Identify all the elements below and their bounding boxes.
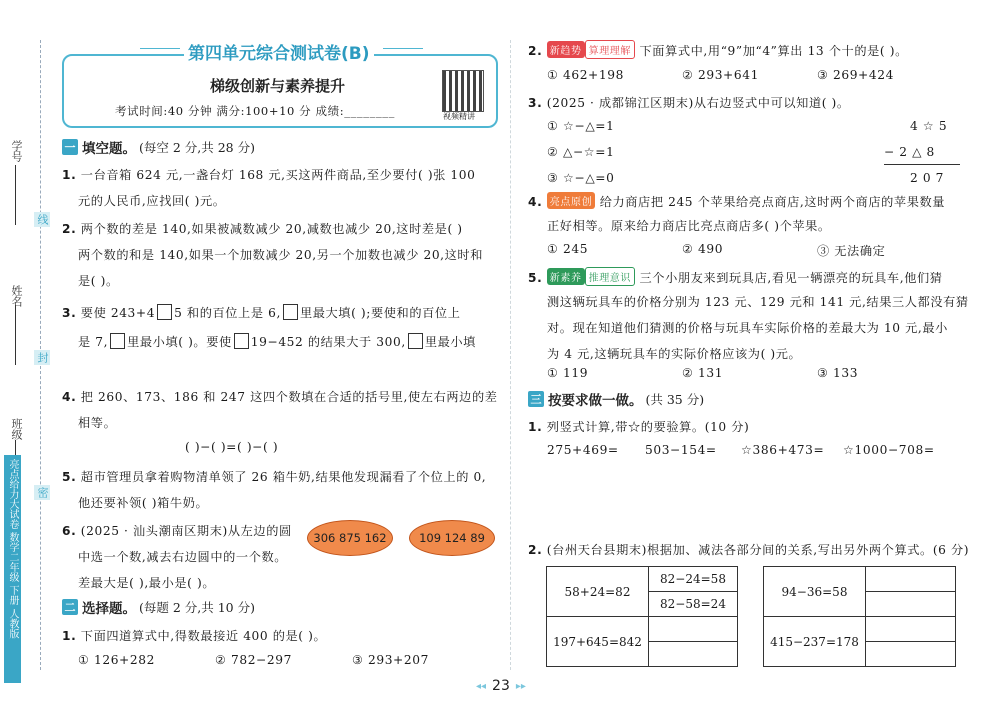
right-number-circle: 109 124 89	[409, 520, 495, 556]
header-ornament-left	[140, 48, 180, 49]
vertical-calc-row2: − 2 △ 8	[884, 145, 935, 159]
topic-tag: 算理理解	[585, 40, 635, 59]
qr-caption: 视频精讲	[443, 112, 475, 121]
table-cell: 94−36=58	[764, 567, 866, 617]
question-text: 是 7,	[78, 335, 109, 349]
answer-cell[interactable]	[866, 642, 956, 667]
question-1-6	[62, 522, 292, 539]
question-text: 给力商店把 245 个苹果给亮点商店,这时两个商店的苹果数量	[599, 195, 946, 209]
question-1-5	[62, 468, 486, 485]
question-number: 2.	[528, 543, 543, 557]
question-1-3-cont	[78, 333, 476, 350]
question-number: 3.	[62, 306, 77, 320]
table-cell: 82−58=24	[649, 592, 738, 617]
section-score: (每空 2 分,共 28 分)	[139, 140, 255, 155]
page-title: 第四单元综合测试卷(B)	[184, 39, 374, 64]
fold-mark-seal: 封	[36, 352, 49, 363]
question-text: 三个小朋友来到玩具店,看见一辆漂亮的玩具车,他们猜	[639, 271, 943, 285]
qr-code[interactable]	[442, 70, 484, 112]
option-c[interactable]: ③ 269+424	[817, 68, 894, 82]
question-2-4-cont: 正好相等。原来给力商店比亮点商店多( )个苹果。	[547, 219, 831, 233]
answer-cell[interactable]	[866, 567, 956, 592]
table-cell: 58+24=82	[547, 567, 649, 617]
question-text: 里最小填	[424, 335, 476, 349]
question-text: (台州天台县期末)根据加、减法各部分间的关系,写出另外两个算式。(6 分)	[546, 543, 970, 557]
calc-item-3: ☆386+473=	[741, 443, 825, 457]
column-divider	[510, 40, 511, 670]
fold-mark-tight: 密	[36, 487, 49, 498]
question-2-2	[528, 40, 908, 59]
page-footer	[476, 678, 526, 694]
question-1-2-cont2: 是( )。	[78, 274, 119, 288]
option-c[interactable]: ③ ☆−△=0	[547, 171, 615, 185]
option-a[interactable]: ① 462+198	[547, 68, 624, 82]
question-number: 1.	[528, 420, 543, 434]
option-b[interactable]: ② △−☆=1	[547, 145, 615, 159]
option-b[interactable]: ② 131	[682, 366, 724, 380]
question-text: 下面算式中,用“9”加“4”算出 13 个十的是( )。	[639, 44, 908, 58]
book-series-label: 亮点给力大试卷 数学二年级 下册 人教版	[4, 455, 21, 683]
vertical-calc-row3: 2 0 7	[910, 171, 945, 185]
question-3-1	[528, 418, 749, 435]
original-tag: 亮点原创	[547, 192, 595, 209]
question-text: 5 和的百位上是 6,	[174, 306, 281, 320]
section-fill-blank-header	[62, 138, 255, 156]
student-no-label: 学号	[10, 140, 23, 162]
question-text: 超市管理员拿着购物清单领了 26 箱牛奶,结果他发现漏看了个位上的 0,	[80, 470, 487, 484]
calc-item-2: 503−154=	[645, 443, 717, 457]
vertical-calc-row1: 4 ☆ 5	[910, 119, 948, 133]
question-text: (2025 · 汕头潮南区期末)从左边的圆	[80, 524, 292, 538]
option-a[interactable]: ① 245	[547, 242, 589, 256]
option-a[interactable]: ① 119	[547, 366, 589, 380]
question-2-5-cont2: 对。现在知道他们猜测的价格与玩具车实际价格的差最大为 10 元,最小	[547, 321, 948, 335]
prev-arrows-icon: ◂◂	[476, 680, 487, 692]
relation-table-2	[763, 566, 956, 667]
student-no-line	[15, 165, 16, 225]
question-2-4	[528, 192, 945, 210]
name-label: 姓名	[10, 285, 23, 307]
question-2-1	[62, 627, 326, 644]
table-cell: 197+645=842	[547, 617, 649, 667]
section-number: 三	[528, 391, 544, 407]
answer-box[interactable]	[408, 333, 423, 349]
question-1-1	[62, 166, 476, 183]
question-1-6-cont2: 差最大是( ),最小是( )。	[78, 576, 216, 590]
option-b[interactable]: ② 293+641	[682, 68, 759, 82]
option-a[interactable]: ① ☆−△=1	[547, 119, 615, 133]
answer-cell[interactable]	[649, 642, 738, 667]
question-1-1-cont: 元的人民币,应找回( )元。	[78, 194, 226, 208]
next-arrows-icon: ▸▸	[515, 680, 526, 692]
literacy-tag: 新素养	[547, 268, 585, 285]
section-title: 填空题。	[82, 141, 136, 157]
question-2-3	[528, 94, 850, 111]
question-1-2	[62, 220, 463, 237]
question-number: 1.	[62, 629, 77, 643]
answer-box[interactable]	[157, 304, 172, 320]
question-text: 把 260、173、186 和 247 这四个数填在合适的括号里,使左右两边的差	[80, 390, 498, 404]
table-cell: 415−237=178	[764, 617, 866, 667]
section-title: 选择题。	[82, 601, 136, 617]
option-c[interactable]: ③ 133	[817, 366, 859, 380]
question-number: 6.	[62, 524, 77, 538]
page-subtitle: 梯级创新与素养提升	[210, 77, 346, 95]
question-2-5-cont: 测这辆玩具车的价格分别为 123 元、129 元和 141 元,结果三人都没有猜	[547, 295, 969, 309]
question-number: 4.	[528, 195, 543, 209]
fold-mark-line: 线	[36, 214, 49, 225]
answer-cell[interactable]	[866, 617, 956, 642]
question-1-6-cont: 中选一个数,减去右边圆中的一个数。	[78, 550, 288, 564]
question-2-5-cont3: 为 4 元,这辆玩具车的实际价格应该为( )元。	[547, 347, 802, 361]
question-number: 3.	[528, 96, 543, 110]
question-1-4	[62, 388, 498, 405]
question-text: 里最大填( );要使和的百位上	[299, 306, 461, 320]
question-number: 5.	[528, 271, 543, 285]
question-number: 4.	[62, 390, 77, 404]
question-1-4-cont: 相等。	[78, 416, 117, 430]
header-ornament-right	[383, 48, 423, 49]
section-operations-header	[528, 390, 704, 408]
answer-box[interactable]	[110, 333, 125, 349]
section-score: (共 35 分)	[645, 392, 705, 407]
answer-cell[interactable]	[866, 592, 956, 617]
question-2-5	[528, 267, 943, 286]
option-c[interactable]: ③ 无法确定	[817, 244, 886, 258]
section-number: 一	[62, 139, 78, 155]
question-number: 2.	[62, 222, 77, 236]
trend-tag: 新趋势	[547, 41, 585, 58]
class-label: 班级	[10, 418, 23, 440]
question-1-5-cont: 他还要补领( )箱牛奶。	[78, 496, 209, 510]
question-3-2	[528, 541, 969, 558]
question-1-2-cont: 两个数的和是 140,如果一个加数减少 20,另一个加数也减少 20,这时和	[78, 248, 484, 262]
question-text: (2025 · 成都锦江区期末)从右边竖式中可以知道( )。	[546, 96, 850, 110]
question-text: 下面四道算式中,得数最接近 400 的是( )。	[80, 629, 327, 643]
name-line	[15, 305, 16, 365]
table-cell: 82−24=58	[649, 567, 738, 592]
option-c[interactable]: ③ 293+207	[352, 653, 429, 667]
calc-item-1: 275+469=	[547, 443, 619, 457]
answer-box[interactable]	[234, 333, 249, 349]
question-text: 列竖式计算,带☆的要验算。(10 分)	[546, 420, 750, 434]
option-a[interactable]: ① 126+282	[78, 653, 155, 667]
question-number: 2.	[528, 44, 543, 58]
section-score: (每题 2 分,共 10 分)	[139, 600, 255, 615]
section-choice-header	[62, 598, 255, 616]
page-number: 23	[492, 678, 510, 694]
question-number: 1.	[62, 168, 77, 182]
answer-cell[interactable]	[649, 617, 738, 642]
vertical-calc-rule	[884, 164, 960, 165]
section-title: 按要求做一做。	[548, 393, 643, 409]
relation-table-1	[546, 566, 738, 667]
option-b[interactable]: ② 782−297	[215, 653, 292, 667]
calc-item-4: ☆1000−708=	[843, 443, 935, 457]
exam-info: 考试时间:40 分钟 满分:100+10 分 成绩:________	[115, 104, 395, 118]
question-1-3	[62, 304, 461, 321]
question-text: 里最小填( )。要使	[127, 335, 232, 349]
answer-box[interactable]	[283, 304, 298, 320]
left-number-circle: 306 875 162	[307, 520, 393, 556]
section-number: 二	[62, 599, 78, 615]
question-1-4-equation: ( )−( )=( )−( )	[185, 440, 279, 454]
question-number: 5.	[62, 470, 77, 484]
topic-tag: 推理意识	[585, 267, 635, 286]
question-text: 两个数的差是 140,如果被减数减少 20,减数也减少 20,这时差是( )	[80, 222, 463, 236]
question-text: 要使 243+4	[80, 306, 156, 320]
question-text: 19−452 的结果大于 300,	[250, 335, 406, 349]
question-text: 一台音箱 624 元,一盏台灯 168 元,买这两件商品,至少要付( )张 100	[80, 168, 476, 182]
option-b[interactable]: ② 490	[682, 242, 724, 256]
